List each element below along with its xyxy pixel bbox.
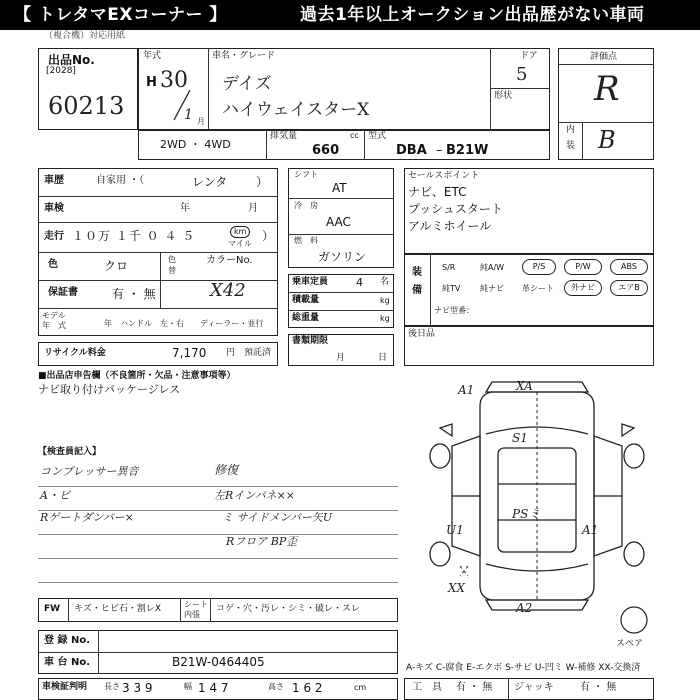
capacity-unit: 名 (380, 277, 390, 287)
car-grade: ハイウェイスターX (222, 100, 370, 120)
model-prefix: DBA (396, 143, 427, 158)
diagram-label-a1-right: A1 (582, 523, 599, 537)
sales-label: セールスポイント (408, 171, 480, 181)
history-row1-close: ） (256, 175, 269, 189)
month-unit: 月 (197, 117, 205, 126)
inspector-left-1: コンプレッサー異音 (40, 465, 139, 478)
score-label: 評価点 (590, 52, 618, 62)
era: H (146, 75, 157, 90)
color-change-2: 替 (168, 266, 176, 275)
size-label: 車検証判明 (42, 682, 88, 692)
banner-left: 【 トレタマEXコーナー 】 (14, 5, 227, 25)
recycle-deposit: 預託済 (244, 348, 272, 358)
lot-sub: [2028] (46, 66, 76, 76)
gross-label: 総重量 (292, 313, 320, 323)
seller-notes-title: ■出品店申告欄（不良箇所・欠品・注意事項等） (38, 371, 236, 381)
sales-line-2: プッシュスタート (408, 202, 503, 216)
chassis-number: B21W-0464405 (172, 655, 265, 669)
doors: 5 (516, 64, 528, 85)
equip-tv: 純TV (442, 284, 461, 293)
jack-value: 有 ・ 無 (580, 682, 617, 693)
damage-legend: A-キズ C-腐食 E-エクボ S-サビ U-凹ミ W-補修 XX-交換済 (406, 663, 641, 673)
diagram-label-a2: A2 (516, 601, 533, 615)
odometer-mile: マイル (228, 239, 252, 248)
condition-items2: コゲ・穴・汚レ・シミ・破レ・スレ (216, 604, 361, 614)
history-row2-year: 年 (180, 203, 190, 214)
warranty-value: 有 ・ 無 (112, 287, 156, 301)
history-row2-label: 車検 (44, 203, 64, 214)
sales-line-1: ナビ、ETC (408, 185, 467, 199)
postscript-label: 後日品 (408, 329, 436, 339)
width-label: 幅 (184, 682, 192, 691)
reg-day: 日 (378, 353, 388, 363)
inspector-right-1: 修復 (214, 463, 239, 477)
capacity-label: 乗車定員 (292, 277, 329, 287)
history-row1-opts: 自家用 ・（ (96, 175, 145, 186)
shift: AT (332, 181, 347, 195)
interior-label-2: 装 (566, 141, 576, 151)
color-no-label: カラーNo. (206, 255, 253, 266)
name-label: 車名・グレード (212, 51, 276, 61)
equip-pw: P/W (564, 259, 602, 275)
chassis-label: 車 台 No. (44, 657, 91, 668)
inspector-right-2: 左Rインパネ×× (214, 489, 295, 502)
color-value: クロ (104, 259, 129, 273)
shift-label: シフト (294, 170, 318, 179)
spare-label: スペア (616, 639, 644, 649)
dealer: ディーラー・並行 (200, 319, 264, 328)
fuel-label: 燃 料 (294, 236, 318, 245)
seller-notes-text: ナビ取り付けパッケージレス (38, 383, 181, 396)
width-value: 1 4 7 (198, 681, 229, 695)
capacity: 4 (356, 276, 363, 289)
month-value: 1 (184, 107, 193, 123)
spare-wheel-icon (618, 604, 650, 636)
fuel: ガソリン (318, 250, 367, 264)
interior-label-1: 内 (566, 125, 576, 135)
navi-model-label: ナビ型番： (434, 306, 474, 315)
recycle-value: 7,170 (172, 346, 207, 360)
door-label: ドア (520, 51, 538, 61)
condition-sheet: シート (184, 600, 208, 609)
postscript-box (404, 326, 654, 366)
odometer: １０万 １千 ０ ４ ５ (72, 229, 196, 243)
cc-unit: cc (350, 131, 359, 140)
odometer-close: ） (262, 229, 275, 243)
condition-fw: FW (44, 604, 61, 614)
load-unit: kg (380, 296, 390, 305)
shape-label: 形状 (494, 91, 513, 101)
car-name: デイズ (222, 74, 272, 94)
ac-label: 冷 房 (294, 201, 318, 210)
equip-abs: ABS (610, 259, 648, 275)
drive: 2WD ・ 4WD (160, 138, 231, 151)
model-year-unit: 年 (104, 319, 112, 328)
history-row3-label: 走行 (44, 231, 64, 242)
history-row1-label: 車歴 (44, 175, 64, 186)
history-row2-month: 月 (248, 203, 258, 214)
inspector-left-3: Rゲートダンパー× (40, 511, 134, 524)
sales-line-3: アルミホイール (408, 219, 492, 233)
jack-label: ジャッキ (514, 682, 554, 693)
reg-month: 月 (336, 353, 346, 363)
tools-label: 工 具 (412, 682, 442, 693)
condition-items: キズ・ヒビ石・割レX (74, 604, 161, 614)
ac: AAC (326, 215, 351, 229)
equip-leather: 革シート (522, 284, 554, 293)
height-value: 1 6 2 (292, 681, 323, 695)
color-no: X42 (210, 280, 246, 301)
equip-airbag: エアB (610, 280, 648, 296)
equipment-label-1: 装 (412, 267, 422, 278)
length-label: 長さ (104, 682, 120, 691)
recycle-label: リサイクル料金 (44, 348, 106, 358)
car-diagram (412, 376, 662, 616)
year-value: 30 (160, 68, 188, 93)
banner-right: 過去1年以上オークション出品歴がない車両 (300, 5, 645, 25)
equip-alloy: 純A/W (480, 263, 505, 272)
top-note: （複合機）対応用紙 (44, 31, 126, 41)
condition-sheet2: 内張 (184, 610, 200, 619)
displacement-label: 排気量 (270, 131, 298, 141)
history-row1-value: レンタ (192, 175, 228, 189)
diagram-label-s1: S1 (512, 431, 528, 445)
diagram-label-a1-top: A1 (458, 383, 475, 397)
lot-number: 60213 (48, 92, 125, 120)
tools-value: 有 ・ 無 (456, 682, 493, 693)
diagram-label-xa: XA (516, 379, 533, 393)
lot-label: 出品No. (48, 53, 95, 67)
length-value: 3 3 9 (122, 681, 153, 695)
equip-ps: P/S (522, 259, 556, 275)
history-row4-label: 色 (48, 259, 58, 270)
inspector-right-4: Rフロア BP歪 (226, 535, 298, 548)
color-change-1: 色 (168, 255, 176, 264)
interior-score: B (598, 126, 616, 154)
diagram-label-xx: XX (448, 581, 466, 595)
height-label: 高さ (268, 682, 284, 691)
model: B21W (446, 143, 489, 158)
recycle-unit: 円 (226, 348, 236, 358)
model-label: 型式 (368, 131, 387, 141)
history-row5-label: 保証書 (48, 287, 78, 298)
model-year-label-1: モデル (42, 311, 66, 320)
inspector-left-2: A・ビ (40, 489, 70, 502)
model-year-label-2: 年 式 (42, 321, 66, 330)
reg-no-label: 登 録 No. (44, 635, 91, 646)
year-slash (160, 88, 200, 122)
year-label: 年式 (143, 51, 162, 61)
inspector-title: 【検査員記入】 (38, 447, 102, 457)
equipment-label-2: 備 (412, 285, 422, 296)
handle: ハンドル 左・右 (120, 319, 184, 328)
banner (0, 0, 700, 30)
inspector-right-3: ミ サイドメンバー矢U (222, 511, 333, 524)
equip-navi: 純ナビ (480, 284, 504, 293)
equip-sr: S/R (442, 263, 456, 272)
gross-unit: kg (380, 314, 390, 323)
displacement: 660 (312, 143, 340, 158)
model-dash: – (436, 143, 443, 158)
reg-label: 書類期限 (292, 336, 329, 346)
diagram-label-psmi: PSミ (512, 507, 541, 521)
equip-ext-navi: 外ナビ (564, 280, 602, 296)
load-label: 積載量 (292, 295, 320, 305)
cm-unit: cm (354, 683, 367, 692)
diagram-label-u1: U1 (446, 523, 464, 537)
odometer-km: km (230, 226, 250, 238)
score-value: R (594, 69, 620, 109)
